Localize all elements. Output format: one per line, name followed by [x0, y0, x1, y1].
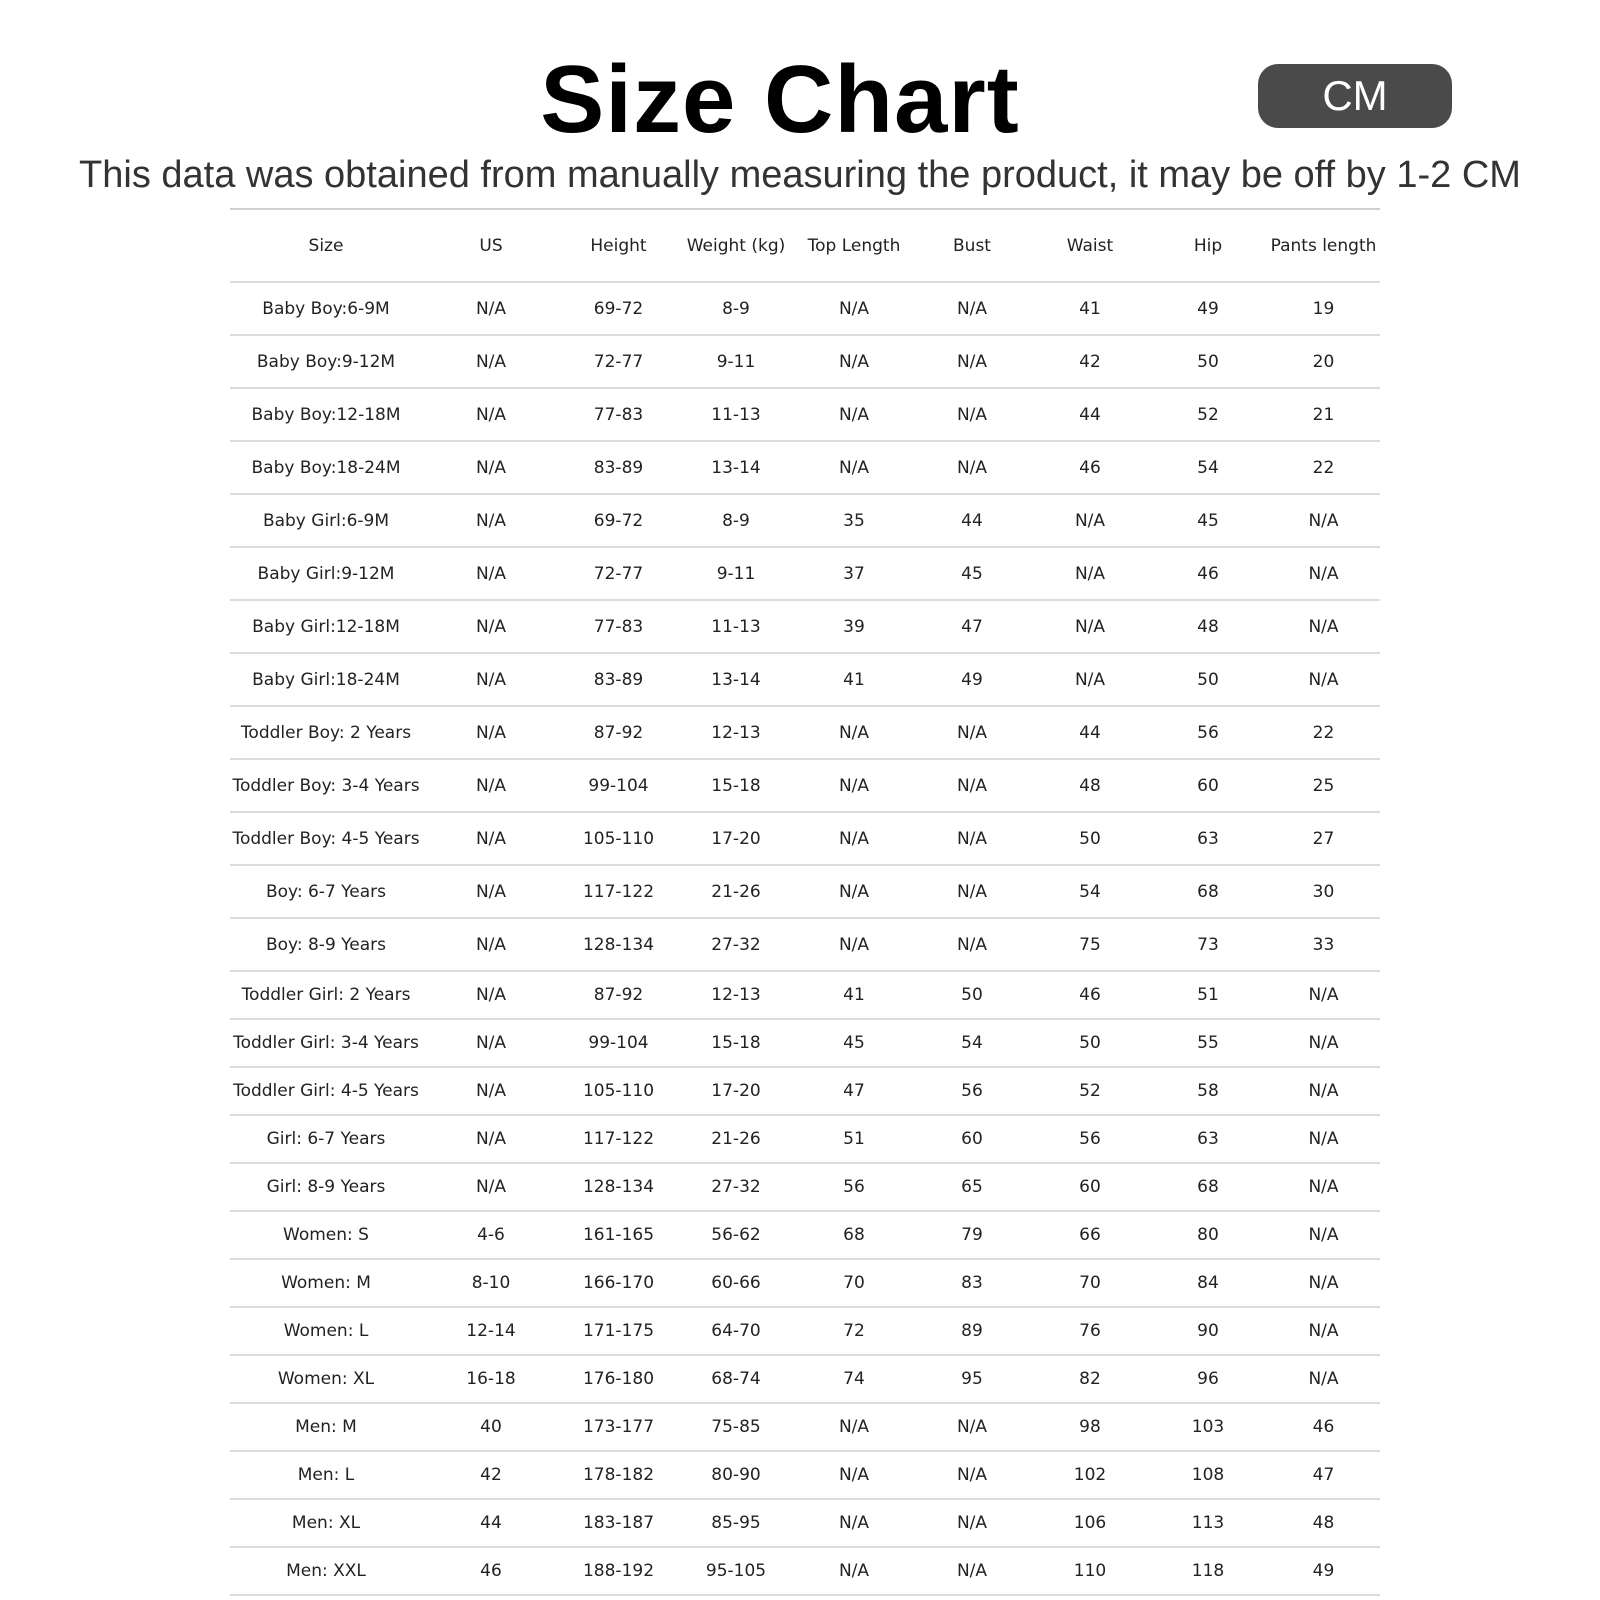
cell-top-length: N/A — [795, 282, 913, 335]
cell-height: 171-175 — [560, 1307, 677, 1355]
cell-bust: N/A — [913, 282, 1031, 335]
cell-height: 72-77 — [560, 547, 677, 600]
cell-pants-length: N/A — [1267, 653, 1380, 706]
cell-weight: 8-9 — [677, 282, 795, 335]
cell-weight: 85-95 — [677, 1499, 795, 1547]
cell-weight: 21-26 — [677, 1115, 795, 1163]
cell-weight: 15-18 — [677, 1019, 795, 1067]
cell-waist: 110 — [1031, 1547, 1149, 1595]
cell-hip: 51 — [1149, 971, 1267, 1019]
cell-bust: N/A — [913, 441, 1031, 494]
cell-us: N/A — [422, 918, 560, 971]
header-size: Size — [230, 209, 422, 282]
cell-hip: 46 — [1149, 547, 1267, 600]
cell-pants-length: N/A — [1267, 1259, 1380, 1307]
cell-height: 83-89 — [560, 441, 677, 494]
cell-top-length: N/A — [795, 865, 913, 918]
cell-us: N/A — [422, 282, 560, 335]
cell-us: 16-18 — [422, 1355, 560, 1403]
cell-weight: 8-9 — [677, 494, 795, 547]
cell-us: N/A — [422, 759, 560, 812]
cell-top-length: N/A — [795, 388, 913, 441]
cell-bust: 56 — [913, 1067, 1031, 1115]
cell-us: N/A — [422, 971, 560, 1019]
cell-size: Women: L — [230, 1307, 422, 1355]
cell-hip: 50 — [1149, 335, 1267, 388]
cell-size: Toddler Girl: 4-5 Years — [230, 1067, 422, 1115]
cell-size: Baby Girl:6-9M — [230, 494, 422, 547]
cell-weight: 21-26 — [677, 865, 795, 918]
cell-waist: N/A — [1031, 547, 1149, 600]
cell-bust: N/A — [913, 1547, 1031, 1595]
cell-top-length: N/A — [795, 706, 913, 759]
cell-height: 173-177 — [560, 1403, 677, 1451]
cell-weight: 13-14 — [677, 441, 795, 494]
cell-weight: 56-62 — [677, 1211, 795, 1259]
table-header-row — [230, 209, 1380, 282]
cell-hip: 54 — [1149, 441, 1267, 494]
cell-height: 166-170 — [560, 1259, 677, 1307]
cell-pants-length: N/A — [1267, 1355, 1380, 1403]
cell-hip: 63 — [1149, 1115, 1267, 1163]
cell-weight: 12-13 — [677, 971, 795, 1019]
cell-us: 12-14 — [422, 1307, 560, 1355]
cell-us: 40 — [422, 1403, 560, 1451]
cell-pants-length: 30 — [1267, 865, 1380, 918]
cell-waist: N/A — [1031, 494, 1149, 547]
size-chart-table — [230, 208, 1380, 1596]
cell-height: 72-77 — [560, 335, 677, 388]
cell-height: 105-110 — [560, 1067, 677, 1115]
cell-pants-length: 46 — [1267, 1403, 1380, 1451]
cell-waist: 54 — [1031, 865, 1149, 918]
cell-hip: 113 — [1149, 1499, 1267, 1547]
table-row — [230, 1403, 1380, 1451]
cell-weight: 75-85 — [677, 1403, 795, 1451]
cell-top-length: 47 — [795, 1067, 913, 1115]
cell-weight: 11-13 — [677, 600, 795, 653]
cell-bust: 83 — [913, 1259, 1031, 1307]
cell-hip: 49 — [1149, 282, 1267, 335]
table-row — [230, 441, 1380, 494]
cell-size: Men: M — [230, 1403, 422, 1451]
cell-hip: 84 — [1149, 1259, 1267, 1307]
cell-bust: 49 — [913, 653, 1031, 706]
cell-us: N/A — [422, 1019, 560, 1067]
cell-us: N/A — [422, 547, 560, 600]
cell-height: 128-134 — [560, 1163, 677, 1211]
cell-us: 4-6 — [422, 1211, 560, 1259]
cell-height: 161-165 — [560, 1211, 677, 1259]
header-bust: Bust — [913, 209, 1031, 282]
cell-us: N/A — [422, 494, 560, 547]
cell-waist: 42 — [1031, 335, 1149, 388]
cell-weight: 95-105 — [677, 1547, 795, 1595]
cell-waist: 106 — [1031, 1499, 1149, 1547]
cell-top-length: 41 — [795, 653, 913, 706]
table-body — [230, 282, 1380, 1595]
cell-weight: 64-70 — [677, 1307, 795, 1355]
cell-us: N/A — [422, 388, 560, 441]
cell-weight: 27-32 — [677, 1163, 795, 1211]
cell-hip: 58 — [1149, 1067, 1267, 1115]
cell-top-length: 35 — [795, 494, 913, 547]
cell-top-length: 39 — [795, 600, 913, 653]
cell-pants-length: 47 — [1267, 1451, 1380, 1499]
table-row — [230, 1163, 1380, 1211]
cell-size: Baby Girl:9-12M — [230, 547, 422, 600]
cell-bust: 50 — [913, 971, 1031, 1019]
cell-height: 128-134 — [560, 918, 677, 971]
cell-weight: 9-11 — [677, 547, 795, 600]
table-row — [230, 388, 1380, 441]
cell-bust: N/A — [913, 865, 1031, 918]
cell-weight: 68-74 — [677, 1355, 795, 1403]
cell-top-length: N/A — [795, 918, 913, 971]
cell-hip: 45 — [1149, 494, 1267, 547]
cell-top-length: 56 — [795, 1163, 913, 1211]
cell-size: Boy: 6-7 Years — [230, 865, 422, 918]
cell-us: 44 — [422, 1499, 560, 1547]
cell-bust: 45 — [913, 547, 1031, 600]
cell-size: Girl: 6-7 Years — [230, 1115, 422, 1163]
cell-height: 117-122 — [560, 865, 677, 918]
cell-us: N/A — [422, 335, 560, 388]
cell-top-length: N/A — [795, 759, 913, 812]
cell-height: 188-192 — [560, 1547, 677, 1595]
cell-hip: 103 — [1149, 1403, 1267, 1451]
cell-hip: 48 — [1149, 600, 1267, 653]
cell-weight: 17-20 — [677, 1067, 795, 1115]
cell-waist: 44 — [1031, 388, 1149, 441]
cell-hip: 118 — [1149, 1547, 1267, 1595]
cell-waist: 60 — [1031, 1163, 1149, 1211]
cell-size: Women: S — [230, 1211, 422, 1259]
table-row — [230, 600, 1380, 653]
cell-bust: 89 — [913, 1307, 1031, 1355]
cell-waist: N/A — [1031, 600, 1149, 653]
cell-height: 69-72 — [560, 282, 677, 335]
cell-bust: N/A — [913, 759, 1031, 812]
cell-pants-length: 22 — [1267, 441, 1380, 494]
cell-pants-length: 20 — [1267, 335, 1380, 388]
page-title: Size Chart — [540, 46, 1020, 153]
cell-top-length: N/A — [795, 1403, 913, 1451]
cell-size: Toddler Boy: 3-4 Years — [230, 759, 422, 812]
header-waist: Waist — [1031, 209, 1149, 282]
cell-pants-length: N/A — [1267, 494, 1380, 547]
table-row — [230, 282, 1380, 335]
cell-size: Toddler Boy: 2 Years — [230, 706, 422, 759]
cell-height: 183-187 — [560, 1499, 677, 1547]
cell-hip: 90 — [1149, 1307, 1267, 1355]
cell-pants-length: 49 — [1267, 1547, 1380, 1595]
cell-size: Men: L — [230, 1451, 422, 1499]
cell-hip: 80 — [1149, 1211, 1267, 1259]
cell-height: 87-92 — [560, 706, 677, 759]
cell-us: N/A — [422, 653, 560, 706]
cell-height: 77-83 — [560, 600, 677, 653]
cell-waist: 75 — [1031, 918, 1149, 971]
header-pants-length: Pants length — [1267, 209, 1380, 282]
cell-pants-length: 22 — [1267, 706, 1380, 759]
cell-hip: 63 — [1149, 812, 1267, 865]
cell-waist: 50 — [1031, 1019, 1149, 1067]
table-row — [230, 1355, 1380, 1403]
cell-pants-length: N/A — [1267, 1019, 1380, 1067]
cell-weight: 80-90 — [677, 1451, 795, 1499]
page-subtitle: This data was obtained from manually measuring the product, it may be off by 1-2 CM — [79, 154, 1521, 196]
table-row — [230, 812, 1380, 865]
cell-height: 99-104 — [560, 1019, 677, 1067]
cell-size: Toddler Girl: 2 Years — [230, 971, 422, 1019]
cell-us: 46 — [422, 1547, 560, 1595]
cell-waist: N/A — [1031, 653, 1149, 706]
cell-height: 77-83 — [560, 388, 677, 441]
table-row — [230, 1211, 1380, 1259]
cell-hip: 96 — [1149, 1355, 1267, 1403]
cell-weight: 60-66 — [677, 1259, 795, 1307]
cell-pants-length: 19 — [1267, 282, 1380, 335]
header-top-length: Top Length — [795, 209, 913, 282]
cell-height: 83-89 — [560, 653, 677, 706]
cell-pants-length: N/A — [1267, 1211, 1380, 1259]
cell-top-length: N/A — [795, 441, 913, 494]
cell-waist: 70 — [1031, 1259, 1149, 1307]
cell-pants-length: 27 — [1267, 812, 1380, 865]
cell-top-length: N/A — [795, 1499, 913, 1547]
table-row — [230, 706, 1380, 759]
cell-weight: 27-32 — [677, 918, 795, 971]
table-row — [230, 335, 1380, 388]
cell-height: 178-182 — [560, 1451, 677, 1499]
cell-weight: 17-20 — [677, 812, 795, 865]
table-row — [230, 1115, 1380, 1163]
cell-bust: 54 — [913, 1019, 1031, 1067]
cell-weight: 15-18 — [677, 759, 795, 812]
cell-weight: 9-11 — [677, 335, 795, 388]
cell-hip: 52 — [1149, 388, 1267, 441]
cell-waist: 41 — [1031, 282, 1149, 335]
cell-size: Boy: 8-9 Years — [230, 918, 422, 971]
header-height: Height — [560, 209, 677, 282]
cell-waist: 82 — [1031, 1355, 1149, 1403]
cell-us: N/A — [422, 1067, 560, 1115]
cell-height: 99-104 — [560, 759, 677, 812]
cell-top-length: 45 — [795, 1019, 913, 1067]
cell-size: Men: XXL — [230, 1547, 422, 1595]
cell-bust: N/A — [913, 1451, 1031, 1499]
table-row — [230, 494, 1380, 547]
cell-pants-length: N/A — [1267, 971, 1380, 1019]
cell-pants-length: N/A — [1267, 1115, 1380, 1163]
cell-waist: 48 — [1031, 759, 1149, 812]
cell-pants-length: N/A — [1267, 547, 1380, 600]
cell-size: Men: XL — [230, 1499, 422, 1547]
cell-us: 8-10 — [422, 1259, 560, 1307]
cell-weight: 12-13 — [677, 706, 795, 759]
cell-bust: 65 — [913, 1163, 1031, 1211]
table-row — [230, 865, 1380, 918]
table-row — [230, 653, 1380, 706]
cell-bust: N/A — [913, 335, 1031, 388]
cell-us: N/A — [422, 441, 560, 494]
cell-bust: 44 — [913, 494, 1031, 547]
cell-bust: 60 — [913, 1115, 1031, 1163]
cell-us: N/A — [422, 706, 560, 759]
table-row — [230, 759, 1380, 812]
cell-us: N/A — [422, 1115, 560, 1163]
cell-top-length: 70 — [795, 1259, 913, 1307]
cell-weight: 13-14 — [677, 653, 795, 706]
cell-pants-length: 48 — [1267, 1499, 1380, 1547]
cell-size: Baby Girl:12-18M — [230, 600, 422, 653]
cell-size: Women: M — [230, 1259, 422, 1307]
cell-height: 176-180 — [560, 1355, 677, 1403]
cell-pants-length: N/A — [1267, 1067, 1380, 1115]
cell-top-length: N/A — [795, 812, 913, 865]
cell-top-length: N/A — [795, 1547, 913, 1595]
header-us: US — [422, 209, 560, 282]
cell-size: Baby Boy:6-9M — [230, 282, 422, 335]
cell-hip: 60 — [1149, 759, 1267, 812]
cell-bust: N/A — [913, 706, 1031, 759]
cell-pants-length: N/A — [1267, 600, 1380, 653]
cell-waist: 50 — [1031, 812, 1149, 865]
cell-top-length: 68 — [795, 1211, 913, 1259]
cell-bust: 79 — [913, 1211, 1031, 1259]
cell-hip: 55 — [1149, 1019, 1267, 1067]
cell-bust: N/A — [913, 918, 1031, 971]
cell-us: 42 — [422, 1451, 560, 1499]
cell-top-length: 72 — [795, 1307, 913, 1355]
table-row — [230, 1451, 1380, 1499]
cell-height: 69-72 — [560, 494, 677, 547]
table-row — [230, 1307, 1380, 1355]
cell-waist: 66 — [1031, 1211, 1149, 1259]
cell-pants-length: 21 — [1267, 388, 1380, 441]
cell-waist: 98 — [1031, 1403, 1149, 1451]
cell-us: N/A — [422, 1163, 560, 1211]
cell-size: Baby Girl:18-24M — [230, 653, 422, 706]
cell-us: N/A — [422, 812, 560, 865]
cell-hip: 68 — [1149, 865, 1267, 918]
cell-size: Baby Boy:12-18M — [230, 388, 422, 441]
cell-us: N/A — [422, 865, 560, 918]
cell-waist: 46 — [1031, 441, 1149, 494]
cell-waist: 56 — [1031, 1115, 1149, 1163]
cell-pants-length: 33 — [1267, 918, 1380, 971]
cell-waist: 44 — [1031, 706, 1149, 759]
cell-size: Baby Boy:9-12M — [230, 335, 422, 388]
cell-waist: 102 — [1031, 1451, 1149, 1499]
cell-waist: 46 — [1031, 971, 1149, 1019]
table-row — [230, 918, 1380, 971]
table-row — [230, 547, 1380, 600]
cell-size: Women: XL — [230, 1355, 422, 1403]
cell-hip: 68 — [1149, 1163, 1267, 1211]
cell-size: Girl: 8-9 Years — [230, 1163, 422, 1211]
header-hip: Hip — [1149, 209, 1267, 282]
cell-us: N/A — [422, 600, 560, 653]
cell-size: Toddler Boy: 4-5 Years — [230, 812, 422, 865]
cell-bust: N/A — [913, 1403, 1031, 1451]
unit-badge: CM — [1258, 64, 1452, 128]
cell-hip: 56 — [1149, 706, 1267, 759]
cell-waist: 52 — [1031, 1067, 1149, 1115]
cell-top-length: N/A — [795, 335, 913, 388]
table-row — [230, 1499, 1380, 1547]
cell-weight: 11-13 — [677, 388, 795, 441]
table-row — [230, 971, 1380, 1019]
cell-top-length: 51 — [795, 1115, 913, 1163]
cell-hip: 108 — [1149, 1451, 1267, 1499]
cell-height: 105-110 — [560, 812, 677, 865]
table-row — [230, 1259, 1380, 1307]
cell-hip: 50 — [1149, 653, 1267, 706]
cell-bust: N/A — [913, 1499, 1031, 1547]
cell-pants-length: N/A — [1267, 1307, 1380, 1355]
cell-waist: 76 — [1031, 1307, 1149, 1355]
cell-top-length: 74 — [795, 1355, 913, 1403]
cell-pants-length: 25 — [1267, 759, 1380, 812]
cell-pants-length: N/A — [1267, 1163, 1380, 1211]
header-weight: Weight (kg) — [677, 209, 795, 282]
table-row — [230, 1067, 1380, 1115]
cell-bust: N/A — [913, 388, 1031, 441]
cell-top-length: 37 — [795, 547, 913, 600]
table-row — [230, 1019, 1380, 1067]
cell-height: 87-92 — [560, 971, 677, 1019]
cell-top-length: 41 — [795, 971, 913, 1019]
cell-bust: 47 — [913, 600, 1031, 653]
table-row — [230, 1547, 1380, 1595]
cell-top-length: N/A — [795, 1451, 913, 1499]
cell-size: Toddler Girl: 3-4 Years — [230, 1019, 422, 1067]
cell-hip: 73 — [1149, 918, 1267, 971]
cell-bust: 95 — [913, 1355, 1031, 1403]
cell-size: Baby Boy:18-24M — [230, 441, 422, 494]
cell-height: 117-122 — [560, 1115, 677, 1163]
cell-bust: N/A — [913, 812, 1031, 865]
